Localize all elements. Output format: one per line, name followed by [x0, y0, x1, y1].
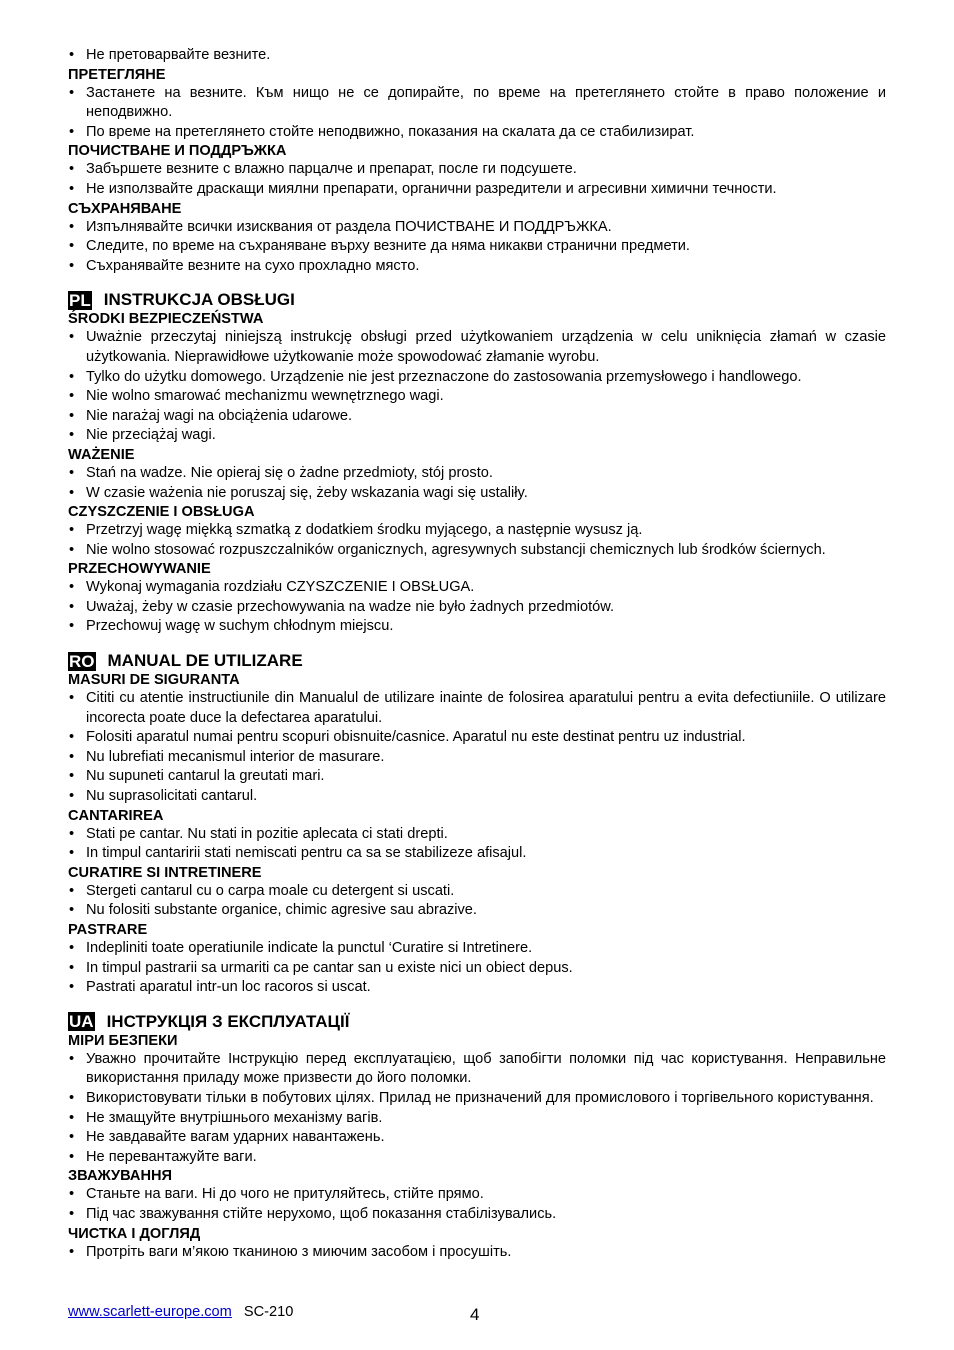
section-title: MANUAL DE UTILIZARE: [107, 651, 303, 671]
list-item: • Cititi cu atentie instructiunile din Manualul de utilizare inainte de folosirea aparatului pentru a evita defectiuniile. O utilizare incorecta poate duce la defectarea aparatului.: [68, 689, 886, 728]
bullet-list: [68, 84, 886, 143]
list-item: • W czasie ważenia nie poruszaj się, żeby wskazania wagi się ustaliły.: [68, 484, 886, 504]
list-item: • In timpul pastrarii sa urmariti ca pe cantar san u existe nici un obiect depus.: [68, 959, 886, 979]
language-badge: RO: [69, 651, 95, 671]
list-item: • Забършете везните с влажно парцалче и препарат, после ги подсушете.: [68, 160, 886, 180]
list-item: • Tylko do użytku domowego. Urządzenie nie jest przeznaczone do zastosowania przemysłowego i handlowego.: [68, 368, 886, 388]
list-item: • Протріть ваги м’якою тканиною з миючим засобом і просушіть.: [68, 1243, 886, 1263]
bullet-list: [68, 46, 886, 66]
section-subheading: МІРИ БЕЗПЕКИ: [68, 1032, 178, 1049]
list-item: • Przetrzyj wagę miękką szmatką z dodatkiem środku myjącego, a następnie wysusz ją.: [68, 521, 886, 541]
list-item: • Uważaj, żeby w czasie przechowywania na wadze nie było żadnych przedmiotów.: [68, 598, 886, 618]
list-item: • Indepliniti toate operatiunile indicate la punctul ‘Curatire si Intretinere.: [68, 939, 886, 959]
list-item: • Не перевантажуйте ваги.: [68, 1148, 886, 1168]
list-item: • Уважно прочитайте Інструкцію перед експлуатацією, щоб запобігти поломки під час користування. Неправильне використання приладу може призвести до його поломки.: [68, 1050, 886, 1089]
bullet-list: [68, 939, 886, 998]
list-item: • Съхранявайте везните на сухо прохладно място.: [68, 257, 886, 277]
list-item: • Следите, по време на съхраняване върху везните да няма никакви странични предмети.: [68, 237, 886, 257]
list-item: • Станьте на ваги. Ні до чого не притуляйтесь, стійте прямо.: [68, 1185, 886, 1205]
section-title: INSTRUKCJA OBSŁUGI: [103, 290, 295, 310]
section-subheading: ПРЕТЕГЛЯНЕ: [68, 66, 166, 83]
list-item: • Uważnie przeczytaj niniejszą instrukcję obsługi przed użytkowaniem urządzenia w celu uniknięcia złamań w czasie użytkowania. Nieprawidłowe użytkowanie może spowodować złamanie wyrobu.: [68, 328, 886, 367]
list-item: • In timpul cantaririi stati nemiscati pentru ca sa se stabilizeze afisajul.: [68, 844, 886, 864]
bullet-list: [68, 825, 886, 864]
list-item: • Nie wolno stosować rozpuszczalników organicznych, agresywnych substancji chemicznych lub środków ściernych.: [68, 541, 886, 561]
bullet-list: [68, 1185, 886, 1224]
list-item: • Stergeti cantarul cu o carpa moale cu detergent si uscati.: [68, 882, 886, 902]
list-item: • Не змащуйте внутрішнього механізму вагів.: [68, 1109, 886, 1129]
language-badge: PL: [69, 290, 91, 310]
list-item: • Не завдавайте вагам ударних навантажень.: [68, 1128, 886, 1148]
section-subheading: ЗВАЖУВАННЯ: [68, 1168, 173, 1185]
bullet-list: [68, 521, 886, 560]
list-item: • Stati pe cantar. Nu stati in pozitie aplecata ci stati drepti.: [68, 825, 886, 845]
section-subheading: ЧИСТКА І ДОГЛЯД: [68, 1225, 201, 1242]
list-item: • Nie narażaj wagi na obciążenia udarowe.: [68, 407, 886, 427]
list-item: • Nu folositi substante organice, chimic agresive sau abrazive.: [68, 901, 886, 921]
language-badge: UA: [69, 1012, 94, 1032]
list-item: • По време на претеглянето стойте неподвижно, показания на скалата да се стабилизират.: [68, 123, 886, 143]
list-item: • Nie wolno smarować mechanizmu wewnętrznego wagi.: [68, 387, 886, 407]
model-number: SC-210: [243, 1304, 294, 1320]
section-subheading: CANTARIREA: [68, 807, 164, 824]
language-section-header: [68, 651, 886, 671]
section-subheading: CURATIRE SI INTRETINERE: [68, 864, 262, 881]
list-item: • Folositi aparatul numai pentru scopuri obisnuite/casnice. Aparatul nu este destinat pentru uz industrial.: [68, 728, 886, 748]
language-section-header: [68, 1012, 886, 1032]
list-item: • Не използвайте драскащи миялни препарати, органични разредители и агресивни химични течности.: [68, 180, 886, 200]
bullet-list: [68, 689, 886, 807]
bullet-list: [68, 882, 886, 921]
section-subheading: WAŻENIE: [68, 446, 135, 463]
list-item: • Nu supuneti cantarul la greutati mari.: [68, 767, 886, 787]
list-item: • Изпълнявайте всички изисквания от раздела ПОЧИСТВАНЕ И ПОДДРЪЖКА.: [68, 218, 886, 238]
list-item: • Przechowuj wagę w suchym chłodnym miejscu.: [68, 617, 886, 637]
bullet-list: [68, 160, 886, 199]
list-item: • Nu suprasolicitati cantarul.: [68, 787, 886, 807]
section-subheading: PRZECHOWYWANIE: [68, 561, 211, 578]
list-item: • Використовувати тільки в побутових цілях. Прилад не призначений для промислового і торгівельного користування.: [68, 1089, 886, 1109]
section-subheading: CZYSZCZENIE I OBSŁUGA: [68, 504, 255, 521]
section-subheading: MASURI DE SIGURANTA: [68, 672, 240, 689]
bullet-list: [68, 218, 886, 277]
list-item: • Застанете на везните. Към нищо не се допирайте, по време на претеглянето стойте в право положение и неподвижно.: [68, 84, 886, 123]
section-subheading: СЪХРАНЯВАНЕ: [68, 200, 182, 217]
page-footer: [68, 1304, 886, 1324]
list-item: • Nu lubrefiati mecanismul interior de masurare.: [68, 748, 886, 768]
bullet-list: [68, 578, 886, 637]
page-number: 4: [470, 1305, 480, 1324]
language-section-header: [68, 290, 886, 310]
list-item: • Під час зважування стійте нерухомо, щоб показання стабілізувались.: [68, 1205, 886, 1225]
bullet-list: [68, 328, 886, 446]
list-item: • Не претоварвайте везните.: [68, 46, 886, 66]
section-title: ІНСТРУКЦІЯ З ЕКСПЛУАТАЦІЇ: [106, 1011, 350, 1031]
bullet-list: [68, 464, 886, 503]
section-subheading: PASTRARE: [68, 922, 148, 938]
bullet-list: [68, 1050, 886, 1168]
list-item: • Wykonaj wymagania rozdziału CZYSZCZENIE I OBSŁUGA.: [68, 578, 886, 598]
document-body: [68, 46, 886, 1262]
website-link[interactable]: www.scarlett-europe.com: [68, 1304, 232, 1320]
bullet-list: [68, 1243, 886, 1263]
list-item: • Nie przeciążaj wagi.: [68, 426, 886, 446]
list-item: • Pastrati aparatul intr-un loc racoros si uscat.: [68, 978, 886, 998]
list-item: • Stań na wadze. Nie opieraj się o żadne przedmioty, stój prosto.: [68, 464, 886, 484]
section-subheading: ПОЧИСТВАНЕ И ПОДДРЪЖКА: [68, 143, 287, 160]
section-subheading: ŚRODKI BEZPIECZEŃSTWA: [68, 311, 264, 328]
